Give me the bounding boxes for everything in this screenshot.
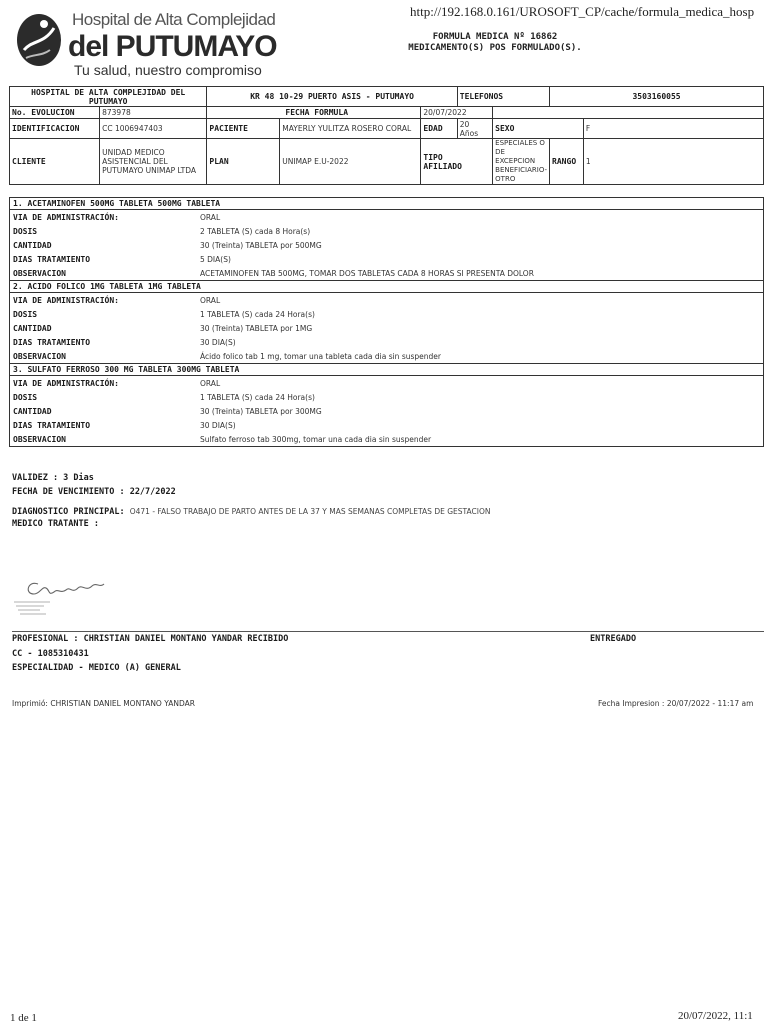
- cliente-line2: PUTUMAYO UNIMAP LTDA: [102, 166, 196, 175]
- tipo-afiliado-line3: BENEFICIARIO-: [495, 166, 548, 174]
- observacion-label: OBSERVACION: [13, 268, 66, 278]
- cantidad-value: 30 (Treinta) TABLETA por 500MG: [200, 240, 322, 250]
- patient-header-table: [9, 86, 764, 185]
- dosis-label: DOSIS: [13, 392, 38, 402]
- observacion-row: [10, 432, 763, 446]
- identificacion-label: IDENTIFICACION: [10, 119, 100, 139]
- observacion-value: ACETAMINOFEN TAB 500MG, TOMAR DOS TABLETAS CADA 8 HORAS SI PRESENTA DOLOR: [200, 268, 534, 278]
- dosis-value: 1 TABLETA (S) cada 24 Hora(s): [200, 392, 315, 402]
- observacion-row: [10, 349, 763, 363]
- dosis-label: DOSIS: [13, 226, 38, 236]
- diagnostico-label: DIAGNOSTICO PRINCIPAL:: [12, 507, 125, 517]
- fecha-vencimiento: FECHA DE VENCIMIENTO : 22/7/2022: [12, 487, 176, 497]
- observacion-row: [10, 266, 763, 280]
- dias-row: [10, 418, 763, 432]
- sexo-value: F: [583, 119, 763, 139]
- rango-value: 1: [583, 139, 763, 185]
- observacion-label: OBSERVACION: [13, 351, 66, 361]
- signature-line: [12, 631, 764, 632]
- medications-list: [9, 197, 764, 447]
- via-row: [10, 376, 763, 390]
- tipo-afiliado-line1: ESPECIALES O: [495, 139, 545, 147]
- page-number: 1 de 1: [10, 1012, 37, 1024]
- cantidad-row: [10, 238, 763, 252]
- medication-title: 3. SULFATO FERROSO 300 MG TABLETA 300MG TABLETA: [10, 364, 763, 376]
- telefonos-value: 3503160055: [550, 87, 764, 107]
- tipo-afiliado-value: [493, 139, 550, 185]
- dosis-label: DOSIS: [13, 309, 38, 319]
- edad-unit: Años: [459, 128, 479, 138]
- evolucion-value: 873978: [100, 107, 207, 119]
- cantidad-value: 30 (Treinta) TABLETA por 1MG: [200, 323, 313, 333]
- logo-slogan: Tu salud, nuestro compromiso: [74, 62, 262, 78]
- via-row: [10, 210, 763, 224]
- fecha-formula-value: 20/07/2022: [421, 107, 493, 119]
- edad-number: 20: [459, 119, 470, 129]
- edad-value: [457, 119, 492, 139]
- via-label: VIA DE ADMINISTRACIÓN:: [13, 295, 119, 305]
- hospital-name: HOSPITAL DE ALTA COMPLEJIDAD DEL PUTUMAYO: [10, 87, 207, 107]
- medication-item: [10, 198, 763, 281]
- rango-label: RANGO: [550, 139, 584, 185]
- evolucion-label: No. EVOLUCION: [10, 107, 100, 119]
- diagnostico: [12, 507, 490, 517]
- tipo-afiliado-label-line1: TIPO: [423, 152, 443, 162]
- paciente-label: PACIENTE: [207, 119, 280, 139]
- fecha-formula-label: FECHA FORMULA: [207, 107, 421, 119]
- entregado: ENTREGADO: [590, 634, 637, 644]
- edad-label: EDAD: [421, 119, 457, 139]
- dias-label: DIAS TRATAMIENTO: [13, 420, 91, 430]
- dosis-value: 2 TABLETA (S) cada 8 Hora(s): [200, 226, 311, 236]
- paciente-value: MAYERLY YULITZA ROSERO CORAL: [280, 119, 421, 139]
- medication-title: 1. ACETAMINOFEN 500MG TABLETA 500MG TABLETA: [10, 198, 763, 210]
- dosis-row: [10, 224, 763, 238]
- logo-text-line2: del PUTUMAYO: [68, 30, 277, 63]
- identificacion-value: CC 1006947403: [100, 119, 207, 139]
- cantidad-row: [10, 321, 763, 335]
- cantidad-label: CANTIDAD: [13, 323, 52, 333]
- dias-row: [10, 252, 763, 266]
- especialidad: ESPECIALIDAD - MEDICO (A) GENERAL: [12, 663, 181, 673]
- sexo-label: SEXO: [493, 119, 584, 139]
- form-title: [380, 32, 610, 54]
- empty-cell: [493, 107, 764, 119]
- observacion-value: Ácido folico tab 1 mg, tomar una tableta cada dia sin suspender: [200, 351, 441, 361]
- cantidad-label: CANTIDAD: [13, 240, 52, 250]
- via-row: [10, 293, 763, 307]
- form-subtitle: MEDICAMENTO(S) POS FORMULADO(S).: [408, 43, 582, 53]
- observacion-label: OBSERVACION: [13, 434, 66, 444]
- tipo-afiliado-label: [421, 139, 493, 185]
- plan-value: UNIMAP E.U-2022: [280, 139, 421, 185]
- imprimio: Imprimió: CHRISTIAN DANIEL MONTANO YANDAR: [12, 699, 195, 708]
- logo-text-line1: Hospital de Alta Complejidad: [72, 10, 276, 29]
- diagnostico-value: O471 - FALSO TRABAJO DE PARTO ANTES DE LA 37 Y MAS SEMANAS COMPLETAS DE GESTACION: [129, 507, 491, 516]
- via-label: VIA DE ADMINISTRACIÓN:: [13, 378, 119, 388]
- via-value: ORAL: [200, 295, 221, 305]
- dias-value: 30 DIA(S): [200, 420, 236, 430]
- profesional-cc: CC - 1085310431: [12, 649, 89, 659]
- plan-label: PLAN: [207, 139, 280, 185]
- profesional: PROFESIONAL : CHRISTIAN DANIEL MONTANO YANDAR RECIBIDO: [12, 634, 289, 644]
- via-value: ORAL: [200, 378, 221, 388]
- via-value: ORAL: [200, 212, 221, 222]
- telefonos-label: TELEFONOS: [457, 87, 549, 107]
- hospital-logo: [10, 4, 277, 80]
- cliente-value: [100, 139, 207, 185]
- dias-row: [10, 335, 763, 349]
- dias-value: 30 DIA(S): [200, 337, 236, 347]
- tipo-afiliado-line2: DE EXCEPCION: [495, 148, 536, 165]
- dias-label: DIAS TRATAMIENTO: [13, 337, 91, 347]
- validez: VALIDEZ : 3 Dias: [12, 473, 94, 483]
- observacion-value: Sulfato ferroso tab 300mg, tomar una cada dia sin suspender: [200, 434, 432, 444]
- cantidad-label: CANTIDAD: [13, 406, 52, 416]
- medication-item: [10, 281, 763, 364]
- via-label: VIA DE ADMINISTRACIÓN:: [13, 212, 119, 222]
- medico-tratante: MEDICO TRATANTE :: [12, 519, 99, 529]
- dias-value: 5 DIA(S): [200, 254, 231, 264]
- dosis-row: [10, 390, 763, 404]
- form-number: FORMULA MEDICA Nº 16862: [432, 32, 558, 42]
- cliente-line1: UNIDAD MEDICO ASISTENCIAL DEL: [102, 148, 168, 166]
- tipo-afiliado-line4: OTRO: [495, 175, 516, 183]
- medication-title: 2. ACIDO FOLICO 1MG TABLETA 1MG TABLETA: [10, 281, 763, 293]
- cantidad-value: 30 (Treinta) TABLETA por 300MG: [200, 406, 322, 416]
- tipo-afiliado-label-line2: AFILIADO: [423, 161, 462, 171]
- dosis-row: [10, 307, 763, 321]
- medication-item: [10, 364, 763, 446]
- logo-emblem-icon: [14, 10, 64, 68]
- dosis-value: 1 TABLETA (S) cada 24 Hora(s): [200, 309, 315, 319]
- cantidad-row: [10, 404, 763, 418]
- print-url: http://192.168.0.161/UROSOFT_CP/cache/formula_medica_hosp: [410, 4, 755, 19]
- fecha-impresion: Fecha Impresion : 20/07/2022 - 11:17 am: [598, 699, 754, 708]
- footer-datetime: 20/07/2022, 11:1: [678, 1010, 753, 1022]
- dias-label: DIAS TRATAMIENTO: [13, 254, 91, 264]
- cliente-label: CLIENTE: [10, 139, 100, 185]
- hospital-address: KR 48 10-29 PUERTO ASIS - PUTUMAYO: [207, 87, 457, 107]
- doctor-signature-icon: [10, 572, 110, 622]
